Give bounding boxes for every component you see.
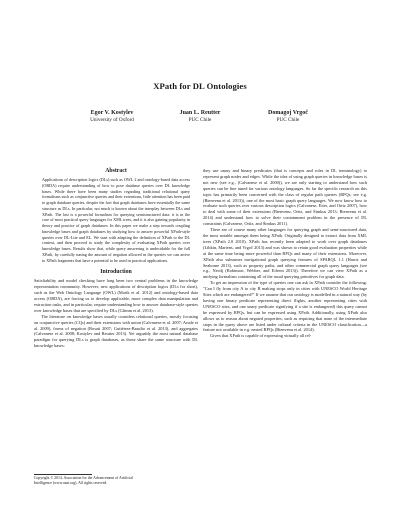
body-paragraph-1: they use unary and binary predicates (that is concepts and roles in DL terminology) to represent graph nodes and edges. While the idea of using graph queries in knowledge bases is not new (see e.g., (Calvanese et al. 2000)), we are only starting to understand how such queries can be fine tuned for various ontology languages. So far the specific research on this topic has primarily been concerned with the class of regular path queries (RPQs; see e.g. (Bienvenu et al. 2013)), one of the most basic graph query languages. We now know how to evaluate such queries over various description logics (Calvanese, Eiter, and Ortiz 2007), how to deal with some of their extensions (Bienvenu, Ortiz, and Šimkus 2013; Bienvenu et al. 2014) and understand how to solve their containment problem in the presence of DL constraints (Calvanese, Ortiz, and Šimkus 2011). [203, 168, 367, 227]
copyright-footnote [34, 476, 198, 486]
introduction-heading: Introduction [100, 269, 132, 276]
right-column [203, 168, 367, 339]
body-paragraph-3: To get an impression of the type of queries one can ask in XPath consider the following: "Can I fly from city A to city B making stops only in cities with UNESCO World Heritage Sites which are endangered?" If we assume that our ontology is modelled in a natural way (by having one binary predicate representing direct flights, another representing cities with UNESCO sites, and one unary predicate signifying if a site is endangered) this query cannot be expressed by RPQs, but can be expressed using XPath. Additionally, using XPath also allows us to reason about negated properties, such as requiring that none of the intermediate stops in the query above are listed under cultural criteria in the UNESCO classification—a feature not available in e.g. nested RPQs (Bienvenu et al. 2014). [203, 280, 367, 333]
intro-paragraph-2: The literature on knowledge bases usually considers relational queries, mostly focusing on conjunctive queries (CQs) and their extensions with union (Calvanese et al. 2007; Artale et al. 2009), forms of negation (Rosati 2007; Gutiérrez-Basulto et al. 2013), and aggregates (Calvanese et al. 2008; Kostylev and Reutter 2013). Yet arguably the most natural database paradigm for querying DLs is graph databases, as those share the same structure with DL knowledge bases: [34, 313, 198, 349]
left-column [34, 168, 198, 349]
author-name: Egor V. Kostylev [90, 110, 134, 116]
body-paragraph-4: Given that XPath is capable of expressing virtually all rel- [210, 333, 312, 339]
author-affiliation: PUC Chile [276, 117, 300, 123]
author-affiliation: PUC Chile [188, 117, 212, 123]
abstract-section [34, 168, 198, 263]
abstract-heading: Abstract [105, 168, 127, 174]
paper-title: XPath for DL Ontologies [153, 81, 247, 91]
footnote-line-2: Intelligence (www.aaai.org). All rights reserved. [34, 480, 108, 485]
author-name: Domagoj Vrgoč [268, 110, 308, 116]
author-3 [233, 109, 343, 124]
abstract-text: Applications of description logics (DLs) such as OWL 2 and ontology-based data access (OBDA) require understanding of how to pose database queries over DL knowledge bases. While there have been many studies regarding traditional relational query formalisms such as conjunctive queries and their extensions, little attention has been paid to graph database queries, despite the fact that graph databases have essentially the same structure as DLs. In particular, not much is known about the interplay between DLs and XPath. The last is a powerful formalism for querying semistructured data: it is in the core of most practical query languages for XML trees, and it is also gaining popularity in theory and practice of graph databases. In this paper we make a step towards coupling knowledge bases and graph databases by studying how to answer powerful XPath-style queries over DL-Lite and EL. We start with adapting the definition of XPath to the DL context, and then proceed to study the complexity of evaluating XPath queries over knowledge bases. Results show that, while query answering is undecidable for the full XPath, by carefully tuning the amount of negation allowed in the queries we can arrive to XPath fragments that have a potential to be used in practical applications. [42, 177, 190, 263]
footnote-divider [34, 474, 92, 475]
author-name: Juan L. Reutter [179, 110, 221, 116]
author-affiliation: University of Oxford [90, 117, 134, 123]
footnote-line-1: Copyright © 2014, Association for the Advancement of Artificial [34, 476, 133, 480]
intro-paragraph-1: Satisfiability and model checking have long been two central problems in the knowledge representation community. However, new applications of description logics (DLs for short), such as the Web Ontology Language (OWL) (Motik et al. 2012) and ontology-based data access (OBDA), are forcing us to develop applicable, more complex data manipulation and extraction tasks, and in particular, require understanding how to answer database-style queries over knowledge bases that are specified by DLs (Glimm et al. 2013). [34, 278, 198, 313]
introduction-section [34, 269, 198, 349]
body-paragraph-2: There are of course many other languages for querying graph and semi-structured data, the most notable amongst them being XPath. Originally designed to extract data from XML trees (XPath 2.0 2010), XPath has recently been adapted to work over graph databases (Libkin, Martens, and Vrgoč 2013) and was shown to retain good evaluation properties while at the same time being more powerful than RPQs and many of their extensions. Moreover, XPath also subsumes navigational graph querying features of SPARQL 1.1 (Harris and Seaborne 2013), such as property paths, and other commercial graph query languages (see e.g., Neo4j (Robinson, Webber, and Eifrem 2013)). Therefore we can view XPath as a unifying formalism containing all of the usual querying primitives for graph data. [203, 227, 367, 280]
